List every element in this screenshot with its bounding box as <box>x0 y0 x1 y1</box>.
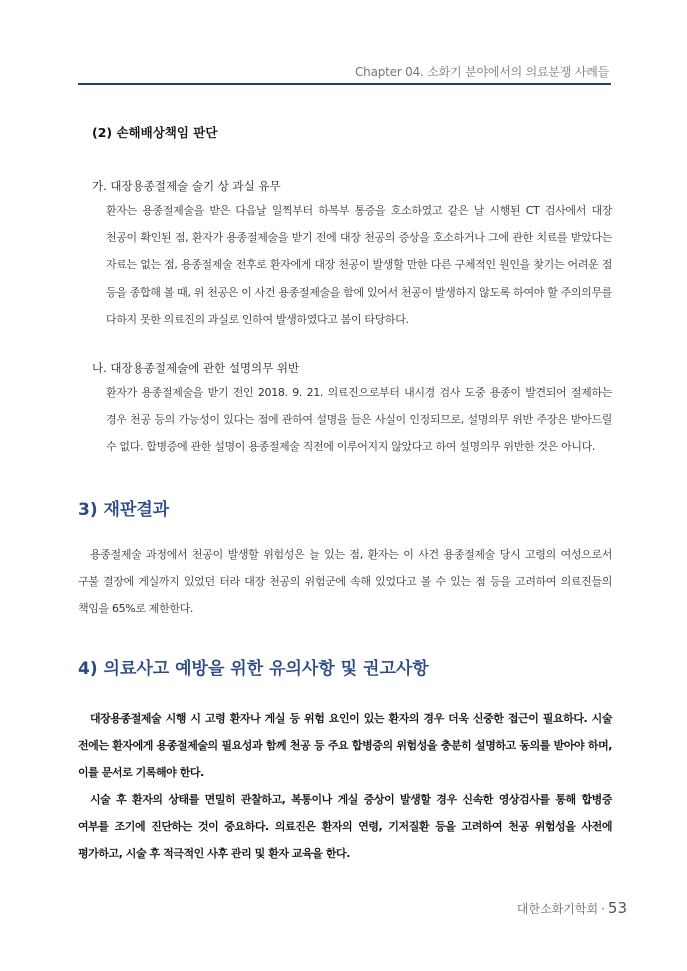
footer-separator: · <box>601 902 605 916</box>
footer-organization: 대한소화기학회 <box>516 902 599 916</box>
damages-heading: (2) 손해배상책임 판단 <box>92 125 218 140</box>
header-divider <box>78 83 611 85</box>
item-title-explanation-duty: 나. 대장용종절제술에 관한 설명의무 위반 <box>92 361 300 375</box>
chapter-header: Chapter 04. 소화기 분야에서의 의료분쟁 사례들 <box>354 65 609 79</box>
prevention-paragraph-1: 대장용종절제술 시행 시 고령 환자나 게실 등 위험 요인이 있는 환자의 경우 더욱 신중한 접근이 필요하다. 시술 전에는 환자에게 용종절제술의 필요성과 함께 천공 등 주요 합병증의 위험성을 충분히 설명하고 동의를 받아야 하며, 이를 문서로 기록해야 한다. <box>78 712 612 779</box>
result-text: 용종절제술 과정에서 천공이 발생할 위험성은 늘 있는 점, 환자는 이 사건 용종절제술 당시 고령의 여성으로서 구불 결장에 게실까지 있었던 터라 대장 천공의 위험군에 속해 있었다고 볼 수 있는 점 등을 고려하여 의료진들의 책임을 65%로 제한한다. <box>78 548 612 616</box>
prevention-heading: 4) 의료사고 예방을 위한 유의사항 및 권고사항 <box>78 659 429 679</box>
page-footer <box>517 898 627 917</box>
page-number: 53 <box>607 899 627 917</box>
result-heading: 3) 재판결과 <box>78 500 170 520</box>
item-text-technique-negligence: 환자는 용종절제술을 받은 다음날 일찍부터 하복부 통증을 호소하였고 같은 날 시행된 CT 검사에서 대장 천공이 확인된 점, 환자가 용종절제술을 받기 전에 대장 천공의 증상을 호소하거나 그에 관한 치료를 받았다는 자료는 없는 점, 용종절제술 전후로 환자에게 대장 천공이 발생할 만한 다른 구체적인 원인을 찾기는 어려운 점 등을 종합해 볼 때, 위 천공은 이 사건 용종절제술을 함에 있어서 천공이 발생하지 않도록 하여야 할 주의의무를 다하지 못한 의료진의 과실로 인하여 발생하였다고 봄이 타당하다. <box>106 204 612 326</box>
prevention-paragraph-2: 시술 후 환자의 상태를 면밀히 관찰하고, 복통이나 게실 증상이 발생할 경우 신속한 영상검사를 통해 합병증 여부를 조기에 진단하는 것이 중요하다. 의료진은 환자의 연령, 기저질환 등을 고려하여 천공 위험성을 사전에 평가하고, 시술 후 적극적인 사후 관리 및 환자 교육을 한다. <box>78 793 612 860</box>
item-text-explanation-duty: 환자가 용종절제술을 받기 전인 2018. 9. 21. 의료진으로부터 내시경 검사 도중 용종이 발견되어 절제하는 경우 천공 등의 가능성이 있다는 점에 관하여 설명을 들은 사실이 인정되므로, 설명의무 위반 주장은 받아드릴 수 없다. 합병증에 관한 설명이 용종절제술 직전에 이루어지지 않았다고 하여 설명의무 위반한 것은 아니다. <box>106 386 612 454</box>
item-title-technique-negligence: 가. 대장용종절제술 술기 상 과실 유무 <box>92 179 281 193</box>
